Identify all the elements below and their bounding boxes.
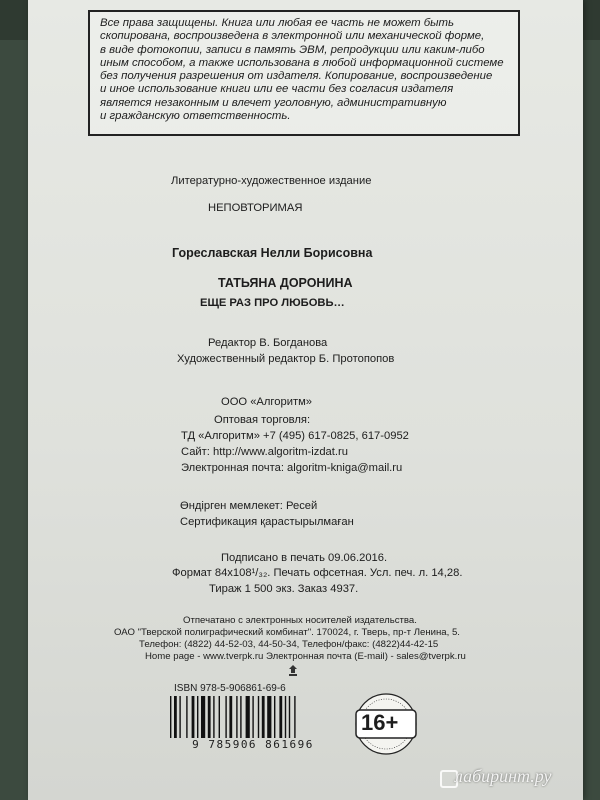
- copyright-line: иным способом, а также использована в любой информационной системе: [100, 56, 504, 69]
- copyright-line: без получения разрешения от издателя. Копирование, воспроизведение: [100, 70, 493, 83]
- printer-line-2: ОАО "Тверской полиграфический комбинат". 170024, г. Тверь, пр-т Ленина, 5.: [114, 627, 460, 638]
- printer-logo-icon: [287, 664, 299, 678]
- print-run: Тираж 1 500 экз. Заказ 4937.: [209, 583, 359, 595]
- publisher-phones: ТД «Алгоритм» +7 (495) 617-0825, 617-0952: [181, 430, 409, 442]
- publisher-email: Электронная почта: algoritm-kniga@mail.ru: [181, 462, 403, 474]
- book-subtitle: ЕЩЕ РАЗ ПРО ЛЮБОВЬ…: [200, 297, 345, 309]
- age-rating: 16+: [361, 710, 399, 735]
- barcode-icon: [168, 694, 338, 740]
- series-name: НЕПОВТОРИМАЯ: [208, 202, 303, 214]
- print-format: Формат 84x108¹/₃₂. Печать офсетная. Усл. печ. л. 14,28.: [172, 567, 463, 579]
- printer-line-4: Home page - www.tverpk.ru Электронная почта (E-mail) - sales@tverpk.ru: [145, 651, 466, 662]
- copyright-line: является незаконным и влечет уголовную, административную: [100, 96, 447, 109]
- wholesale-heading: Оптовая торговля:: [214, 414, 311, 426]
- printer-line-1: Отпечатано с электронных носителей издательства.: [183, 615, 417, 626]
- book-page: [28, 0, 583, 800]
- editor-credit: Редактор В. Богданова: [208, 337, 328, 349]
- origin-country: Өндірген мемлекет: Ресей: [180, 500, 318, 512]
- certification-note: Сертификация қарастырылмаған: [180, 516, 354, 528]
- barcode-digits: 9 785906 861696: [192, 738, 314, 751]
- copyright-line: скопирована, воспроизведена в электронной или механической форме,: [100, 30, 485, 43]
- publisher-name: ООО «Алгоритм»: [221, 396, 312, 408]
- edition-type: Литературно-художественное издание: [171, 175, 372, 187]
- copyright-notice-box: [88, 10, 520, 136]
- watermark: лабиринт.ру: [455, 766, 552, 786]
- copyright-line: и гражданскую ответственность.: [100, 110, 291, 123]
- copyright-line: и иное использование книги или ее части без согласия издателя: [100, 83, 454, 96]
- isbn-number: ISBN 978-5-906861-69-6: [174, 683, 286, 694]
- signed-to-print: Подписано в печать 09.06.2016.: [221, 552, 388, 564]
- publisher-website: Сайт: http://www.algoritm-izdat.ru: [181, 446, 348, 458]
- copyright-line: в виде фотокопии, записи в память ЭВМ, репродукции или каким-либо: [100, 43, 485, 56]
- art-editor-credit: Художественный редактор Б. Протопопов: [177, 353, 395, 365]
- author-name: Гореславская Нелли Борисовна: [172, 246, 373, 260]
- copyright-line: Все права защищены. Книга или любая ее часть не может быть: [100, 17, 455, 29]
- printer-line-3: Телефон: (4822) 44-52-03, 44-50-34, Телефон/факс: (4822)44-42-15: [139, 639, 439, 650]
- book-title: ТАТЬЯНА ДОРОНИНА: [218, 276, 353, 290]
